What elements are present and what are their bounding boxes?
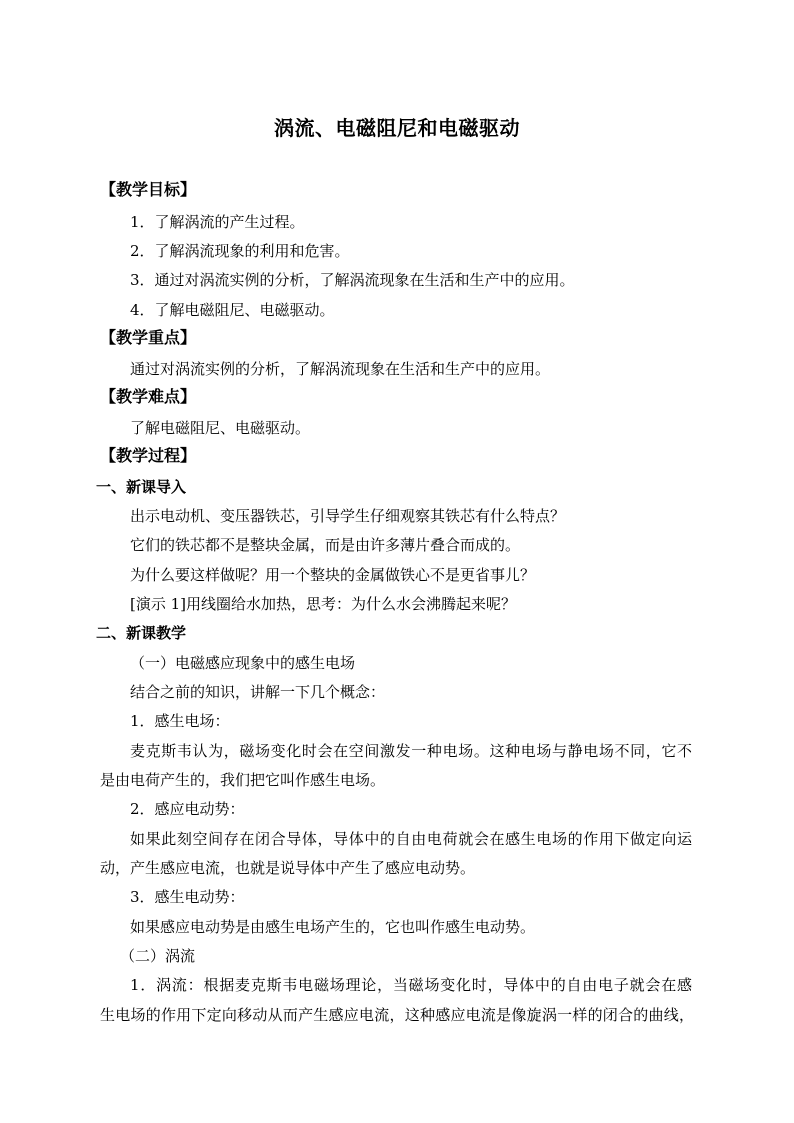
- heading-teaching-process: 【教学过程】: [100, 446, 197, 465]
- concept-1-paragraph-line-2: 是由电荷产生的，我们把它叫作感生电场。: [100, 771, 386, 789]
- section-new-lesson-intro: 一、新课导入: [96, 478, 187, 496]
- key-points-text: 通过对涡流实例的分析，了解涡流现象在生活和生产中的应用。: [130, 360, 551, 378]
- intro-paragraph-3: 为什么要这样做呢？用一个整块的金属做铁心不是更省事儿？: [130, 566, 536, 584]
- concept-2-paragraph-line-1: 如果此刻空间存在闭合导体，导体中的自由电荷就会在感生电场的作用下做定向运: [130, 830, 692, 848]
- concept-3-paragraph: 如果感应电动势是由感生电场产生的，它也叫作感生电动势。: [130, 918, 536, 936]
- concept-3-label: 3．感生电动势：: [130, 888, 245, 906]
- intro-paragraph-1: 出示电动机、变压器铁芯，引导学生仔细观察其铁芯有什么特点？: [130, 507, 566, 525]
- intro-demo-1: [演示 1]用线圈给水加热，思考：为什么水会沸腾起来呢？: [130, 595, 517, 613]
- goal-item-3: 3．通过对涡流实例的分析，了解涡流现象在生活和生产中的应用。: [130, 271, 575, 289]
- eddy-current-paragraph-line-1: 1．涡流：根据麦克斯韦电磁场理论，当磁场变化时，导体中的自由电子就会在感: [130, 976, 692, 994]
- document-title: 涡流、电磁阻尼和电磁驱动: [274, 116, 520, 140]
- goal-item-4: 4．了解电磁阻尼、电磁驱动。: [130, 301, 335, 319]
- goal-item-1: 1．了解涡流的产生过程。: [130, 213, 305, 231]
- eddy-current-paragraph-line-2: 生电场的作用下定向移动从而产生感应电流，这种感应电流是像旋涡一样的闭合的曲线，: [100, 1006, 694, 1024]
- concept-1-paragraph-line-1: 麦克斯韦认为，磁场变化时会在空间激发一种电场。这种电场与静电场不同，它不: [130, 742, 692, 760]
- concept-1-label: 1．感生电场：: [130, 712, 230, 730]
- section-new-lesson-teaching: 二、新课教学: [96, 624, 187, 642]
- goal-item-2: 2．了解涡流现象的利用和危害。: [130, 242, 350, 260]
- concepts-intro: 结合之前的知识，讲解一下几个概念：: [130, 683, 386, 701]
- subsection-induced-electric-field: （一）电磁感应现象中的感生电场: [130, 654, 356, 672]
- intro-paragraph-2: 它们的铁芯都不是整块金属，而是由许多薄片叠合而成的。: [130, 536, 521, 554]
- difficulties-text: 了解电磁阻尼、电磁驱动。: [130, 419, 311, 437]
- concept-2-paragraph-line-2: 动，产生感应电流，也就是说导体中产生了感应电动势。: [100, 859, 476, 877]
- subsection-eddy-current: （二）涡流: [120, 947, 196, 965]
- heading-key-points: 【教学重点】: [100, 328, 197, 347]
- heading-teaching-goals: 【教学目标】: [100, 180, 197, 199]
- heading-difficulties: 【教学难点】: [100, 387, 197, 406]
- concept-2-label: 2．感应电动势：: [130, 800, 245, 818]
